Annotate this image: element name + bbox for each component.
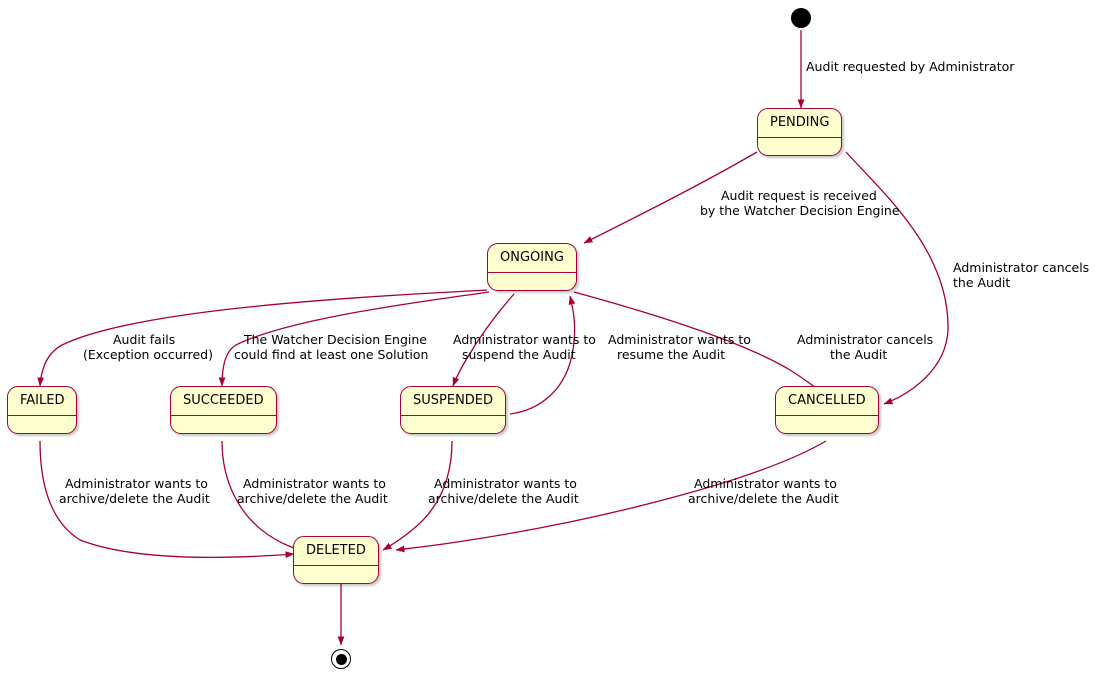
state-cancelled-label: CANCELLED bbox=[776, 387, 878, 416]
transition-label-delete-succeeded-line2: archive/delete the Audit bbox=[237, 491, 388, 506]
transition-label-resume-line2: resume the Audit bbox=[617, 347, 726, 362]
state-cancelled-body bbox=[776, 416, 878, 433]
state-deleted[interactable] bbox=[293, 536, 379, 584]
transition-label-cancel-pending-line1: Administrator cancels bbox=[953, 260, 1090, 275]
state-pending-label: PENDING bbox=[758, 109, 841, 138]
transition-label-delete-cancelled-line1: Administrator wants to bbox=[694, 476, 837, 491]
transition-label-received-line2: by the Watcher Decision Engine bbox=[700, 203, 900, 218]
state-ongoing[interactable] bbox=[487, 243, 577, 291]
state-failed-body bbox=[8, 416, 76, 433]
transition-label-delete-suspended-line1: Administrator wants to bbox=[434, 476, 577, 491]
transition-label-solution-line2: could find at least one Solution bbox=[234, 347, 429, 362]
final-state-inner-dot bbox=[336, 654, 347, 665]
transition-label-delete-failed-line1: Administrator wants to bbox=[65, 476, 208, 491]
state-pending[interactable] bbox=[757, 108, 842, 156]
transition-label-cancel-ongoing-line1: Administrator cancels bbox=[797, 332, 934, 347]
state-deleted-body bbox=[294, 566, 378, 583]
transition-label-cancel-ongoing-line2: the Audit bbox=[830, 347, 888, 362]
transition-label-fails-line1: Audit fails bbox=[113, 332, 176, 347]
transition-label-fails-line2: (Exception occurred) bbox=[83, 347, 213, 362]
transition-label-delete-cancelled-line2: archive/delete the Audit bbox=[688, 491, 839, 506]
transition-label-delete-suspended-line2: archive/delete the Audit bbox=[428, 491, 579, 506]
state-ongoing-body bbox=[488, 273, 576, 290]
state-cancelled[interactable] bbox=[775, 386, 879, 434]
initial-state-node bbox=[791, 8, 811, 28]
transition-label-suspend-line2: suspend the Audit bbox=[462, 347, 576, 362]
state-ongoing-label: ONGOING bbox=[488, 244, 576, 273]
transition-label-cancel-pending-line2: the Audit bbox=[953, 275, 1011, 290]
final-state-node bbox=[331, 649, 351, 669]
state-suspended[interactable] bbox=[400, 386, 506, 434]
transition-label-solution-line1: The Watcher Decision Engine bbox=[244, 332, 427, 347]
transition-label-delete-succeeded-line1: Administrator wants to bbox=[243, 476, 386, 491]
state-suspended-label: SUSPENDED bbox=[401, 387, 505, 416]
state-succeeded[interactable] bbox=[170, 386, 277, 434]
state-failed[interactable] bbox=[7, 386, 77, 434]
transition-label-resume-line1: Administrator wants to bbox=[608, 332, 751, 347]
state-pending-body bbox=[758, 138, 841, 155]
transition-label-received-line1: Audit request is received bbox=[721, 188, 877, 203]
state-succeeded-body bbox=[171, 416, 276, 433]
state-failed-label: FAILED bbox=[8, 387, 76, 416]
transition-label-delete-failed-line2: archive/delete the Audit bbox=[59, 491, 210, 506]
state-suspended-body bbox=[401, 416, 505, 433]
state-deleted-label: DELETED bbox=[294, 537, 378, 566]
state-succeeded-label: SUCCEEDED bbox=[171, 387, 276, 416]
transition-label-suspend-line1: Administrator wants to bbox=[453, 332, 596, 347]
transition-label-audit-requested: Audit requested by Administrator bbox=[806, 59, 1015, 74]
